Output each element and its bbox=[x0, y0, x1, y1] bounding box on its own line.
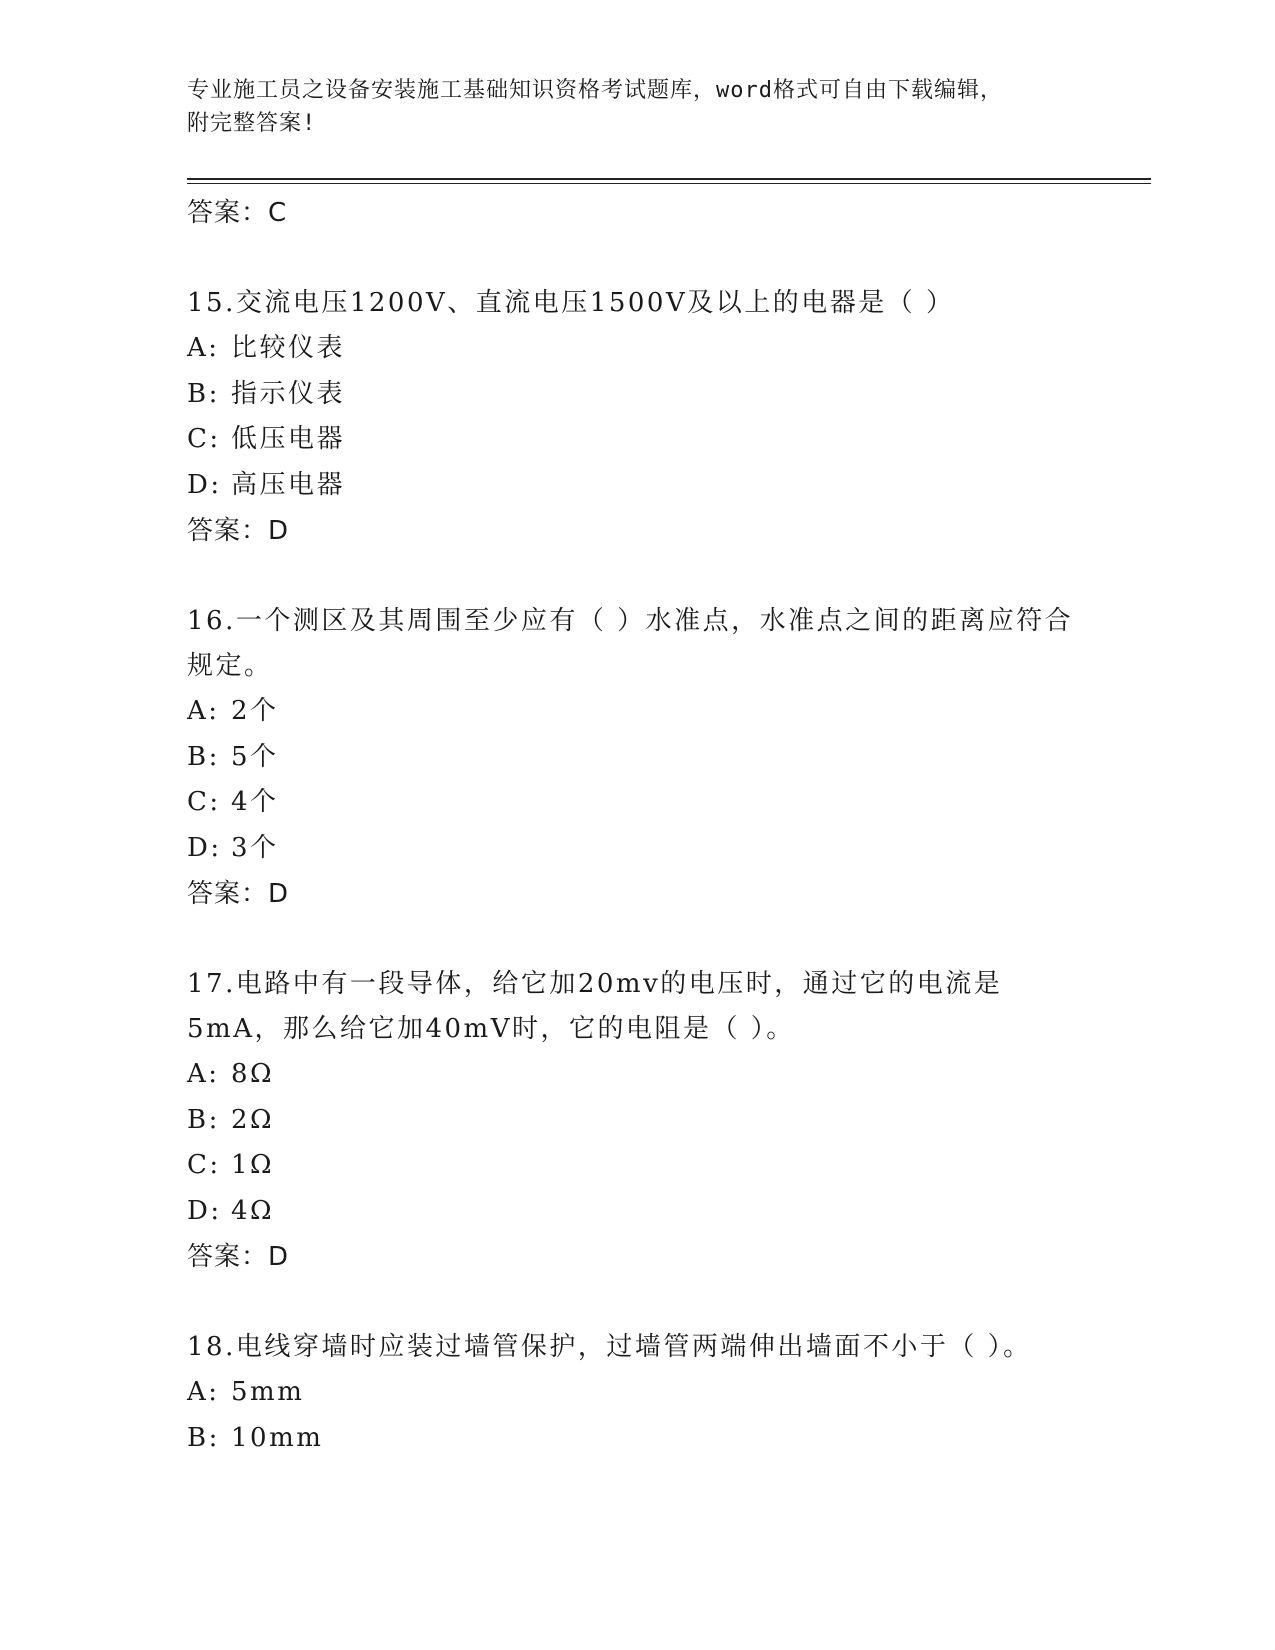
option-text: 高压电器 bbox=[231, 469, 346, 500]
option-text: 4个 bbox=[231, 787, 279, 817]
question-text: 17.电路中有一段导体，给它加20mv的电压时，通过它的电流是5mA，那么给它加40mV时，它的电阻是（ ）。 bbox=[187, 969, 1003, 1044]
question-17 bbox=[187, 962, 1087, 1280]
option-a bbox=[187, 689, 1087, 735]
option-text: 10mm bbox=[231, 1422, 324, 1453]
option-text: 指示仪表 bbox=[231, 378, 346, 409]
option-text: 2个 bbox=[231, 696, 279, 726]
option-label: C: bbox=[187, 787, 221, 817]
option-a bbox=[187, 1370, 1087, 1416]
question-16 bbox=[187, 599, 1087, 917]
question-text: 15.交流电压1200V、直流电压1500V及以上的电器是（ ） bbox=[187, 288, 955, 318]
option-label: A: bbox=[187, 333, 220, 363]
option-text: 比较仪表 bbox=[231, 333, 346, 363]
option-label: B: bbox=[187, 378, 220, 409]
header-divider-thin bbox=[187, 183, 1151, 184]
option-label: B: bbox=[187, 1422, 220, 1453]
question-15 bbox=[187, 281, 1087, 554]
option-text: 3个 bbox=[231, 832, 279, 863]
previous-answer: 答案：C bbox=[187, 198, 288, 228]
option-label: C: bbox=[187, 1150, 221, 1180]
document-header bbox=[187, 74, 1067, 140]
question-text: 18.电线穿墙时应装过墙管保护，过墙管两端伸出墙面不小于（ ）。 bbox=[187, 1332, 1032, 1362]
option-text: 5个 bbox=[231, 741, 279, 772]
option-b bbox=[187, 1416, 1087, 1462]
option-d bbox=[187, 463, 1087, 509]
option-text: 5mm bbox=[231, 1377, 305, 1407]
answer-line: 答案：D bbox=[187, 516, 290, 546]
answer-line: 答案：D bbox=[187, 879, 290, 909]
option-label: D: bbox=[187, 469, 222, 500]
option-b bbox=[187, 372, 1087, 418]
option-text: 8Ω bbox=[231, 1059, 275, 1089]
question-text: 16.一个测区及其周围至少应有（ ）水准点，水准点之间的距离应符合规定。 bbox=[187, 606, 1074, 681]
header-line-1: 专业施工员之设备安装施工基础知识资格考试题库，word格式可自由下载编辑， bbox=[187, 78, 1003, 103]
option-d bbox=[187, 1189, 1087, 1235]
option-label: D: bbox=[187, 832, 222, 863]
option-text: 2Ω bbox=[231, 1104, 275, 1135]
option-b bbox=[187, 1098, 1087, 1144]
option-d bbox=[187, 826, 1087, 872]
option-label: D: bbox=[187, 1195, 222, 1226]
option-text: 4Ω bbox=[231, 1195, 275, 1226]
option-c bbox=[187, 780, 1087, 826]
option-c bbox=[187, 417, 1087, 463]
option-text: 1Ω bbox=[231, 1150, 275, 1180]
option-label: B: bbox=[187, 1104, 220, 1135]
option-label: C: bbox=[187, 424, 221, 454]
option-label: A: bbox=[187, 696, 220, 726]
header-line-2: 附完整答案! bbox=[187, 111, 317, 136]
option-c bbox=[187, 1143, 1087, 1189]
answer-line: 答案：D bbox=[187, 1242, 290, 1272]
option-label: A: bbox=[187, 1377, 220, 1407]
question-18 bbox=[187, 1325, 1087, 1461]
option-a bbox=[187, 1052, 1087, 1098]
option-b bbox=[187, 735, 1087, 781]
header-divider-thick bbox=[187, 178, 1151, 180]
option-label: A: bbox=[187, 1059, 220, 1089]
option-label: B: bbox=[187, 741, 220, 772]
option-a bbox=[187, 326, 1087, 372]
question-list bbox=[187, 190, 1087, 1461]
option-text: 低压电器 bbox=[231, 424, 346, 454]
